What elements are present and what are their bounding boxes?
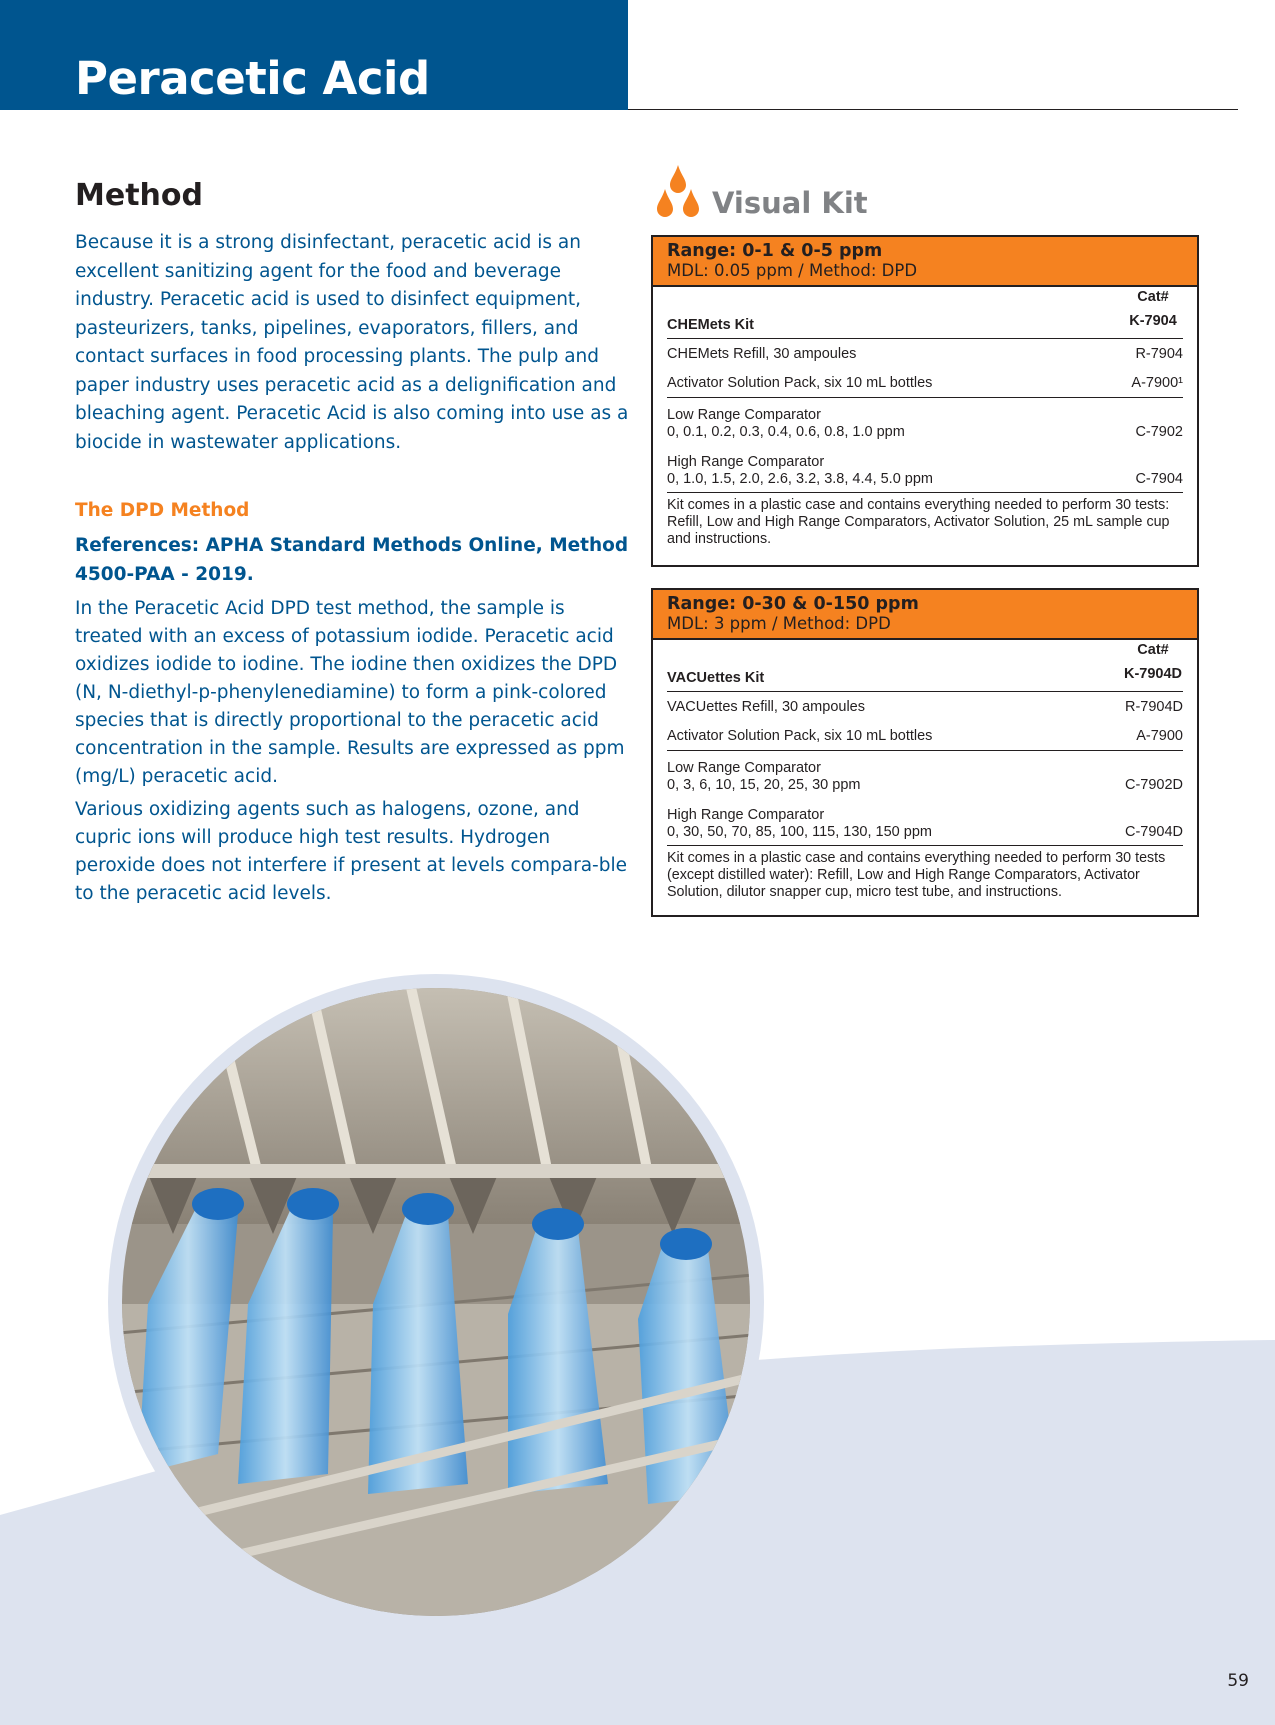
activator-row [667, 721, 1183, 751]
high-range-values: 0, 30, 50, 70, 85, 100, 115, 130, 150 ppm [667, 824, 932, 840]
kit-row [667, 287, 1183, 339]
kit-cat: K-7904 [1129, 313, 1177, 329]
activator-cat: A-7900¹ [1131, 374, 1183, 391]
low-range-values: 0, 0.1, 0.2, 0.3, 0.4, 0.6, 0.8, 1.0 ppm [667, 424, 905, 440]
low-range-cat: C-7902 [1135, 424, 1183, 440]
high-range-cat: C-7904 [1135, 471, 1183, 487]
low-range-row [667, 751, 1183, 798]
mdl-label: MDL: 3 ppm / Method: DPD [667, 614, 891, 633]
low-range-cat: C-7902D [1124, 777, 1183, 793]
dpd-paragraph: In the Peracetic Acid DPD test method, the sample is treated with an excess of potassium iodide. Peracetic acid oxidizes iodide to iodine. The iodine then oxidizes the DPD (N, N-diethyl-p-phenylenediamine) to form a pink-colored species that is directly proportional to the peracetic acid concentration in the sample. Results are expressed as ppm (mg/L) peracetic acid. [75, 598, 625, 787]
references: References: APHA Standard Methods Online, Method 4500-PAA - 2019. [75, 535, 629, 585]
range-label: Range: 0-1 & 0-5 ppm [667, 241, 883, 261]
drops-icon [654, 163, 702, 221]
high-range-row [667, 445, 1183, 492]
dpd-method-heading: The DPD Method [75, 500, 250, 521]
high-range-row [667, 798, 1183, 845]
range-label: Range: 0-30 & 0-150 ppm [667, 594, 919, 614]
refill-label: VACUettes Refill, 30 ampoules [667, 698, 865, 715]
kit-name: VACUettes Kit [667, 670, 765, 686]
kit-box-header [653, 590, 1197, 640]
kit-box-header [653, 237, 1197, 287]
intro-paragraph: Because it is a strong disinfectant, peracetic acid is an excellent sanitizing agent for the food and beverage industry. Peracetic acid is used to disinfect equipment, pasteurizers, tanks, pipelines, evaporators, fillers, and contact surfaces in food processing plants. The pulp and paper industry uses peracetic acid as a delignification and bleaching agent. Peracetic Acid is also coming into use as a biocide in wastewater applications. [75, 232, 629, 453]
header-rule [628, 109, 1238, 110]
page-number: 59 [1227, 1671, 1249, 1691]
activator-row [667, 368, 1183, 398]
activator-label: Activator Solution Pack, six 10 mL bottles [667, 374, 933, 391]
refill-row [667, 339, 1183, 368]
method-heading: Method [75, 178, 203, 213]
high-range-label: High Range Comparator [667, 807, 825, 823]
refill-row [667, 692, 1183, 721]
kit-note: Kit comes in a plastic case and contains everything needed to perform 30 tests (except distilled water): Refill, Low and High Range Comparators, Activator Solution, dilutor snapper cup, micro test tube, and instructions. [667, 845, 1183, 901]
refill-label: CHEMets Refill, 30 ampoules [667, 345, 857, 362]
activator-cat: A-7900 [1136, 727, 1183, 744]
cat-header: Cat# [1137, 642, 1169, 658]
refill-cat: R-7904D [1124, 698, 1183, 715]
kit-cat: K-7904D [1123, 666, 1183, 682]
kit-row [667, 640, 1183, 692]
bottling-line-photo [108, 974, 764, 1630]
refill-cat: R-7904 [1135, 345, 1183, 362]
kit-box-chemets [651, 235, 1199, 567]
high-range-values: 0, 1.0, 1.5, 2.0, 2.6, 3.2, 3.8, 4.4, 5.0 ppm [667, 471, 934, 487]
low-range-label: Low Range Comparator [667, 760, 821, 776]
cat-header: Cat# [1137, 289, 1169, 305]
activator-label: Activator Solution Pack, six 10 mL bottles [667, 727, 933, 744]
low-range-row [667, 398, 1183, 445]
interference-paragraph: Various oxidizing agents such as halogens, ozone, and cupric ions will produce high test results. Hydrogen peroxide does not interfere if present at levels compara-ble to the peracetic acid levels. [75, 799, 627, 904]
high-range-cat: C-7904D [1124, 824, 1183, 840]
page-title: Peracetic Acid [75, 52, 430, 105]
kit-name: CHEMets Kit [667, 317, 755, 333]
low-range-label: Low Range Comparator [667, 407, 821, 423]
kit-box-vacuettes [651, 588, 1199, 917]
visual-kit-title: Visual Kit [712, 186, 868, 220]
mdl-label: MDL: 0.05 ppm / Method: DPD [667, 261, 918, 280]
high-range-label: High Range Comparator [667, 454, 825, 470]
low-range-values: 0, 3, 6, 10, 15, 20, 25, 30 ppm [667, 777, 861, 793]
kit-note: Kit comes in a plastic case and contains everything needed to perform 30 tests: Refill, Low and High Range Comparators, Activator Solution, 25 mL sample cup and instructions. [667, 492, 1183, 548]
